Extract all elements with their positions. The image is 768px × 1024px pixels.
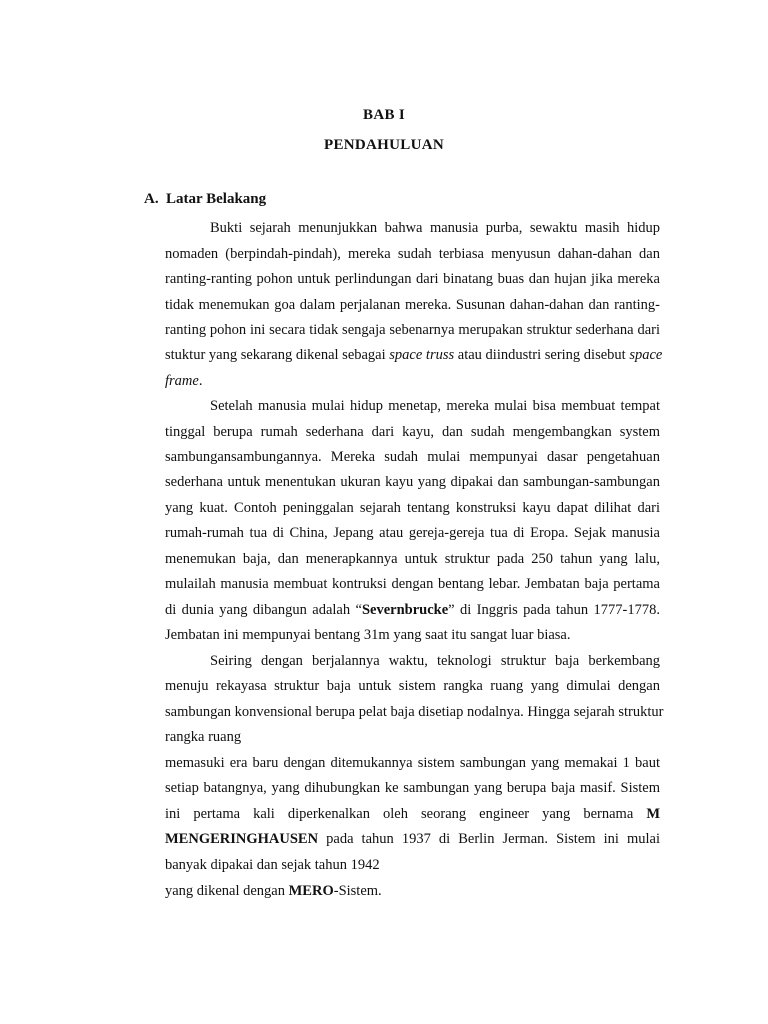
text-line (165, 372, 660, 390)
text-run: . (198, 373, 203, 389)
text-line: mulailah manusia membuat kontruksi dengan bentang lebar. Jembatan baja pertama (165, 576, 660, 592)
section-heading (144, 191, 266, 208)
text-line: menemukan baja, dan menerapkannya untuk struktur pada 250 tahun yang lalu, (165, 551, 660, 567)
bold-term: MENGERINGHAUSEN (165, 831, 319, 847)
text-line (165, 346, 663, 364)
text-line (165, 601, 660, 619)
bold-term: M (646, 806, 660, 822)
section-letter: A. (144, 191, 159, 207)
text-line: sederhana untuk menentukan ukuran kayu yang dipakai dan sambungan-sambungan (165, 474, 660, 490)
text-line (165, 882, 660, 900)
text-line: rangka ruang (165, 729, 242, 745)
text-run: pada tahun 1937 di Berlin Jerman. Sistem ini mulai (318, 831, 660, 847)
text-line: Setelah manusia mulai hidup menetap, mereka mulai bisa membuat tempat (210, 398, 660, 414)
italic-term: frame (165, 373, 199, 389)
text-line: ranting-ranting pohon untuk perlindungan dari binatang buas dan hujan jika mereka (165, 271, 660, 287)
chapter-number: BAB I (363, 107, 405, 123)
text-run: yang dikenal dengan (165, 883, 289, 899)
text-line: sambungansambungannya. Mereka sudah mulai mempunyai dasar pengetahuan (165, 449, 660, 465)
text-line: rumah-rumah tua di China, Jepang atau gereja-gereja tua di Eropa. Sejak manusia (165, 525, 660, 541)
text-line: ranting pohon ini secara tidak sengaja sebenarnya merupakan struktur sederhana dari (165, 322, 660, 338)
text-run: -Sistem. (333, 883, 382, 899)
text-line: nomaden (berpindah-pindah), mereka sudah terbiasa menyusun dahan-dahan dan (165, 246, 660, 262)
text-line (165, 830, 660, 848)
text-line: tidak menemukan goa dalam perjalanan mereka. Susunan dahan-dahan dan ranting- (165, 297, 660, 313)
text-line: tinggal berupa rumah sederhana dari kayu, dan sudah mengembangkan system (165, 424, 660, 440)
text-line: memasuki era baru dengan ditemukannya sistem sambungan yang memakai 1 baut (165, 755, 660, 771)
text-line: yang kuat. Contoh peninggalan sejarah tentang konstruksi kayu dapat dilihat dari (165, 500, 660, 516)
text-run: stuktur yang sekarang dikenal sebagai (165, 347, 390, 363)
section-title: Latar Belakang (166, 191, 267, 207)
italic-term: space (629, 347, 663, 363)
text-run: di dunia yang dibangun adalah “ (165, 602, 362, 618)
text-line: sambungan konvensional berupa pelat baja disetiap nodalnya. Hingga sejarah struktur (165, 704, 664, 720)
text-line: Jembatan ini mempunyai bentang 31m yang saat itu sangat luar biasa. (165, 627, 571, 643)
text-run: ” di Inggris pada tahun 1777-1778. (448, 602, 660, 618)
text-run: atau diindustri sering disebut (454, 347, 630, 363)
text-line (165, 805, 660, 823)
text-line: Seiring dengan berjalannya waktu, teknologi struktur baja berkembang (210, 653, 660, 669)
text-line: menuju rekayasa struktur baja untuk sistem rangka ruang yang dimulai dengan (165, 678, 660, 694)
chapter-title: PENDAHULUAN (324, 137, 444, 153)
text-run: ini pertama kali diperkenalkan oleh seorang engineer yang bernama (165, 806, 647, 822)
bold-term: Severnbrucke (361, 602, 449, 618)
text-line: banyak dipakai dan sejak tahun 1942 (165, 857, 380, 873)
bold-term: MERO (288, 883, 334, 899)
text-line: Bukti sejarah menunjukkan bahwa manusia purba, sewaktu masih hidup (210, 220, 660, 236)
text-line: setiap batangnya, yang dihubungkan ke sambungan yang berupa baja masif. Sistem (165, 780, 660, 796)
italic-term: space truss (389, 347, 455, 363)
